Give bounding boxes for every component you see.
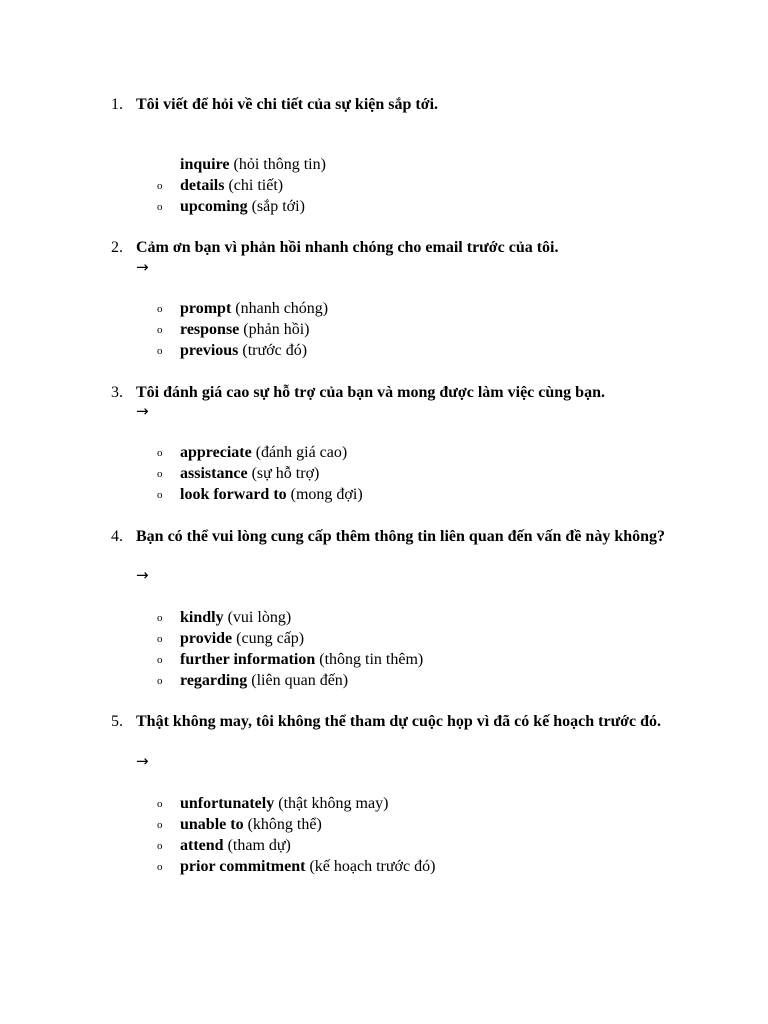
term-word: unable to <box>180 816 244 833</box>
term-meaning: (chi tiết) <box>224 177 284 194</box>
term-word: prompt <box>180 300 232 317</box>
term-meaning: (không thể) <box>243 816 322 833</box>
bullet-icon: o <box>157 840 163 852</box>
term-word: provide <box>180 630 233 647</box>
item-question: Bạn có thể vui lòng cung cấp thêm thông tin liên quan đến vấn đề này không? <box>136 528 666 545</box>
bullet-icon: o <box>157 612 163 624</box>
term-word: look forward to <box>180 486 287 503</box>
bullet-icon: o <box>157 303 163 315</box>
term-meaning: (cung cấp) <box>232 630 305 647</box>
term-word: previous <box>180 342 239 359</box>
item-number: 1. <box>111 96 123 113</box>
term-word: further information <box>180 651 316 668</box>
bullet-icon: o <box>157 447 163 459</box>
term-word: regarding <box>180 672 248 689</box>
term-word: details <box>180 177 225 194</box>
term-meaning: (nhanh chóng) <box>231 300 329 317</box>
arrow-right-icon: → <box>136 752 149 770</box>
term-meaning: (thông tin thêm) <box>315 651 424 668</box>
bullet-icon: o <box>157 861 163 873</box>
term-meaning: (hỏi thông tin) <box>229 156 326 173</box>
term-meaning: (phản hồi) <box>239 321 310 338</box>
term-meaning: (đánh giá cao) <box>251 444 348 461</box>
term-meaning: (tham dự) <box>223 837 291 854</box>
term-meaning: (trước đó) <box>238 342 308 359</box>
bullet-icon: o <box>157 675 163 687</box>
term-word: response <box>180 321 240 338</box>
item-number: 2. <box>111 239 123 256</box>
term-word: prior commitment <box>180 858 306 875</box>
bullet-icon: o <box>157 654 163 666</box>
bullet-icon: o <box>157 489 163 501</box>
item-number: 3. <box>111 384 123 401</box>
item-number: 4. <box>111 528 123 545</box>
term-meaning: (liên quan đến) <box>247 672 349 689</box>
item-question: Tôi viết để hỏi về chi tiết của sự kiện sắp tới. <box>136 96 439 113</box>
term-word: appreciate <box>180 444 252 461</box>
arrow-right-icon: → <box>136 402 149 420</box>
bullet-icon: o <box>157 633 163 645</box>
term-meaning: (thật không may) <box>274 795 389 812</box>
term-meaning: (mong đợi) <box>286 486 363 503</box>
term-meaning: (kế hoạch trước đó) <box>305 858 436 875</box>
bullet-icon: o <box>157 180 163 192</box>
term-word: attend <box>180 837 224 854</box>
term-word: assistance <box>180 465 248 482</box>
term-word: inquire <box>180 156 230 173</box>
bullet-icon: o <box>157 345 163 357</box>
arrow-right-icon: → <box>136 566 149 584</box>
item-question: Tôi đánh giá cao sự hỗ trợ của bạn và mong được làm việc cùng bạn. <box>136 384 605 401</box>
item-question: Cảm ơn bạn vì phản hồi nhanh chóng cho email trước của tôi. <box>136 239 559 256</box>
bullet-icon: o <box>157 324 163 336</box>
bullet-icon: o <box>157 468 163 480</box>
term-meaning: (vui lòng) <box>223 609 292 626</box>
bullet-icon: o <box>157 819 163 831</box>
bullet-icon: o <box>157 798 163 810</box>
term-meaning: (sự hỗ trợ) <box>247 465 320 482</box>
arrow-right-icon: → <box>136 258 149 276</box>
term-word: upcoming <box>180 198 248 215</box>
term-meaning: (sắp tới) <box>247 198 305 215</box>
bullet-icon: o <box>157 201 163 213</box>
item-number: 5. <box>111 713 123 730</box>
term-word: unfortunately <box>180 795 275 812</box>
term-word: kindly <box>180 609 224 626</box>
item-question: Thật không may, tôi không thể tham dự cuộc họp vì đã có kế hoạch trước đó. <box>136 713 662 730</box>
